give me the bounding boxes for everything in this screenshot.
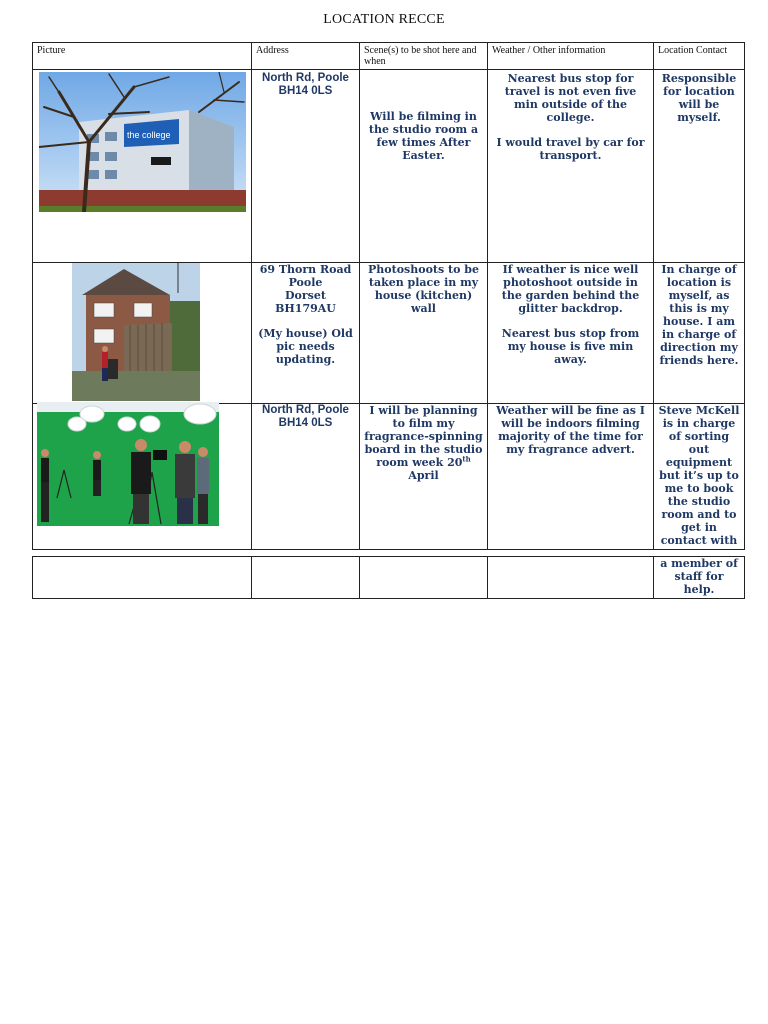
weather-text: If weather is nice well photoshoot outside in the garden behind the glitter backdrop. [501,263,640,315]
picture-cell [33,404,252,550]
college-photo-svg [39,72,246,212]
contact-cell [654,404,745,550]
weather-text: Nearest bus stop from my house is five min away. [501,327,640,366]
scenes-cell [360,263,488,404]
contact-text: In charge of location is myself, as this is my house. I am in charge of direction my friends here. [659,263,739,367]
contact-text: Steve McKell is in charge of sorting out equipment but it’s up to me to book the studio room and to get in contact with [658,404,740,547]
header-weather: Weather / Other information [488,43,654,70]
address-line: BH14 0LS [278,85,333,97]
scenes-main: I will be planning to film my fragrance-spinning board in the studio room week 20 [364,404,483,469]
table-row [33,404,745,550]
scenes-sup: th [462,454,471,464]
scenes-cell [360,404,488,550]
empty-cell [488,557,654,599]
address-line: Poole [288,276,323,289]
page-title: LOCATION RECCE [323,12,445,27]
weather-text: Weather will be fine as I will be indoors filming majority of the time for my fragrance advert. [496,404,645,456]
picture-cell [33,263,252,404]
table-row [33,70,745,263]
continuation-table [32,556,745,599]
contact-cell [654,263,745,404]
header-row [33,43,745,70]
contact-text: Responsible for location will be myself. [661,72,737,124]
weather-cell [488,263,654,404]
scenes-text: Will be filming in the studio room a few times After Easter. [368,110,479,162]
address-line: BH179AU [275,302,336,315]
picture-cell [33,70,252,263]
weather-cell [488,70,654,263]
contact-text: a member of staff for help. [660,557,738,596]
empty-cell [33,557,252,599]
green-screen-studio-photo [37,402,219,526]
address-note: (My house) Old pic needs updating. [258,327,353,366]
college-sign-text: the college [127,130,171,140]
address-line: Dorset [285,289,326,302]
address-line: North Rd, Poole [262,404,349,416]
location-recce-table [32,42,745,550]
address-cell [252,70,360,263]
header-contact: Location Contact [654,43,745,70]
college-building-photo [39,72,246,212]
table-row [33,263,745,404]
weather-cell [488,404,654,550]
empty-cell [360,557,488,599]
weather-text: I would travel by car for transport. [496,136,645,162]
address-cell [252,263,360,404]
address-line: BH14 0LS [278,417,333,429]
studio-photo-svg [37,402,219,526]
scenes-end: April [408,469,439,482]
header-address: Address [252,43,360,70]
scenes-text [360,404,487,484]
weather-text: Nearest bus stop for travel is not even five min outside of the college. [504,72,637,124]
address-cell [252,404,360,550]
empty-cell [252,557,360,599]
header-picture: Picture [33,43,252,70]
table-row [33,557,745,599]
house-photo [72,263,200,401]
scenes-text: Photoshoots to be taken place in my house (kitchen) wall [368,263,479,315]
contact-cell [654,70,745,263]
contact-cell [654,557,745,599]
address-line: 69 Thorn Road [259,263,352,276]
scenes-cell [360,70,488,263]
house-photo-svg [72,263,200,401]
header-scenes: Scene(s) to be shot here and when [360,43,488,70]
address-line: North Rd, Poole [262,72,349,84]
